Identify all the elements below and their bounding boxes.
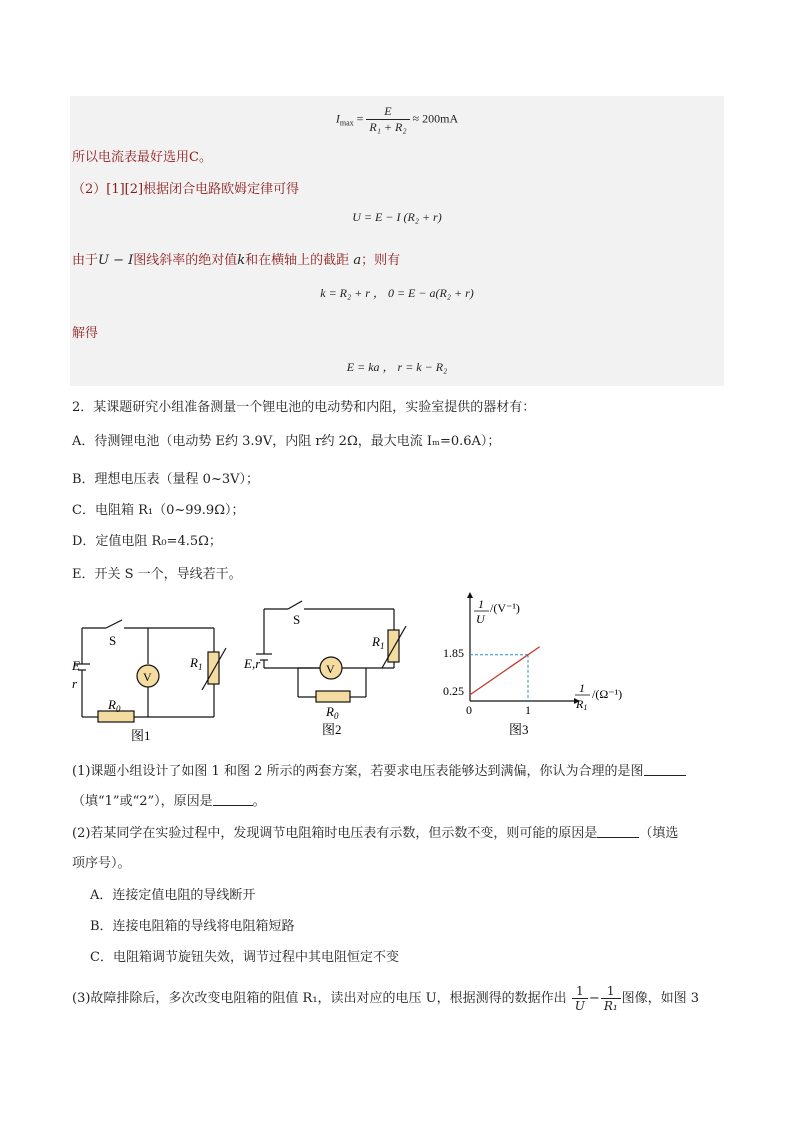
fig3-x-unit: /(Ω⁻¹) — [592, 687, 623, 701]
series-line — [470, 647, 540, 695]
item-b: B．理想电压表（量程 0~3V）； — [72, 472, 260, 487]
fig1-emf-label: E — [72, 658, 80, 673]
fig1-r0-label: $R_0$ — [108, 697, 121, 714]
question-title: 2．某课题研究小组准备测量一个锂电池的电动势和内阻，实验室提供的器材有： — [72, 400, 536, 415]
option-b: B．连接电阻箱的导线将电阻箱短路 — [90, 919, 295, 934]
solution-line-4: 解得 — [72, 326, 99, 341]
q2-blank[interactable] — [597, 825, 639, 838]
option-c: C．电阻箱调节旋钮失效，调节过程中其电阻恒定不变 — [90, 950, 399, 965]
q1-line-2: （填“1”或“2”），原因是 。 — [72, 794, 266, 809]
fig2-r1-label: $R_1$ — [372, 634, 385, 651]
fig3-y-num: 1 — [478, 597, 484, 611]
imax-equation: $I_{max}$ = $\frac{E}{\text{R₁ + R₂}}$ ≈ 200mA — [335, 104, 459, 134]
fig3-y-unit: /(V⁻¹) — [490, 601, 520, 615]
equation-2: U = E − I (R₂ + r) — [352, 210, 442, 224]
imax-fraction: $\frac{E}{\text{R₁ + R₂}}$ — [366, 104, 409, 135]
fig1-r1-label: $R_1$ — [190, 655, 203, 672]
fig1-caption: 图1 — [131, 728, 151, 743]
q3-line: (3)故障排除后，多次改变电阻箱的阻值 R₁，读出对应的电压 U，根据测得的数据作出 $\frac{1}{U}$ − $\frac{1}{\text{R₁}}$ 图像，如图 3 — [72, 984, 700, 1013]
item-c: C．电阻箱 R₁（0~99.9Ω）； — [72, 503, 245, 518]
fig3-caption: 图3 — [509, 722, 529, 737]
fig2-switch-label: S — [293, 612, 301, 627]
equation-3: k = R₂ + r ， 0 = E − a(R₂ + r) — [320, 286, 474, 300]
fig3-x-tick-1: 1 — [525, 703, 531, 717]
q3-fraction-r: $\frac{1}{\text{R₁}}$ — [601, 984, 621, 1013]
fig3-y-den: U — [476, 612, 485, 626]
fig2-r0-label: $R_0$ — [326, 704, 339, 721]
solution-line-1: 所以电流表最好选用C。 — [72, 150, 212, 165]
q3-fraction-u: $\frac{1}{U}$ — [572, 984, 588, 1013]
fig3-x-num: 1 — [579, 681, 585, 695]
figure-2-circuit — [256, 601, 406, 702]
q1-blank-1[interactable] — [644, 763, 686, 776]
q1-blank-2[interactable] — [213, 793, 253, 806]
solution-line-3: 由于U − I图线斜率的绝对值k和在横轴上的截距 a；则有 — [72, 253, 401, 268]
fig3-x-den: R1 — [576, 697, 588, 712]
fig3-y-tick-185: 1.85 — [443, 646, 464, 660]
item-a: A．待测锂电池（电动势 E约 3.9V，内阻 r约 2Ω，最大电流 Iₘ=0.6A）； — [72, 434, 501, 449]
item-e: E．开关 S 一个，导线若干。 — [72, 567, 242, 582]
option-a: A．连接定值电阻的导线断开 — [90, 888, 256, 903]
fig2-emf-label: E,r — [244, 656, 261, 671]
q1-line-1: (1)课题小组设计了如图 1 和图 2 所示的两套方案，若要求电压表能够达到满偏，你认为合理的是图 — [72, 760, 686, 779]
fig3-y-tick-025: 0.25 — [443, 684, 464, 698]
equation-4: E = ka ， r = k − R₂ — [346, 360, 448, 374]
solution-line-2: （2）[1][2]根据闭合电路欧姆定律可得 — [72, 182, 300, 197]
fig1-voltmeter-label: V — [143, 670, 152, 684]
q2-line-1: (2)若某同学在实验过程中，发现调节电阻箱时电压表有示数，但示数不变，则可能的原因是 （填选 — [72, 826, 679, 841]
fig1-switch-label: S — [109, 633, 117, 648]
item-d: D．定值电阻 R₀=4.5Ω； — [72, 534, 222, 549]
y-axis-arrow — [467, 592, 473, 598]
q2-line-2: 项序号）。 — [72, 856, 131, 871]
fig2-caption: 图2 — [322, 722, 342, 737]
fig2-voltmeter-label: V — [326, 662, 335, 676]
fig3-origin: 0 — [466, 703, 472, 717]
fig1-r-label: r — [72, 676, 78, 691]
